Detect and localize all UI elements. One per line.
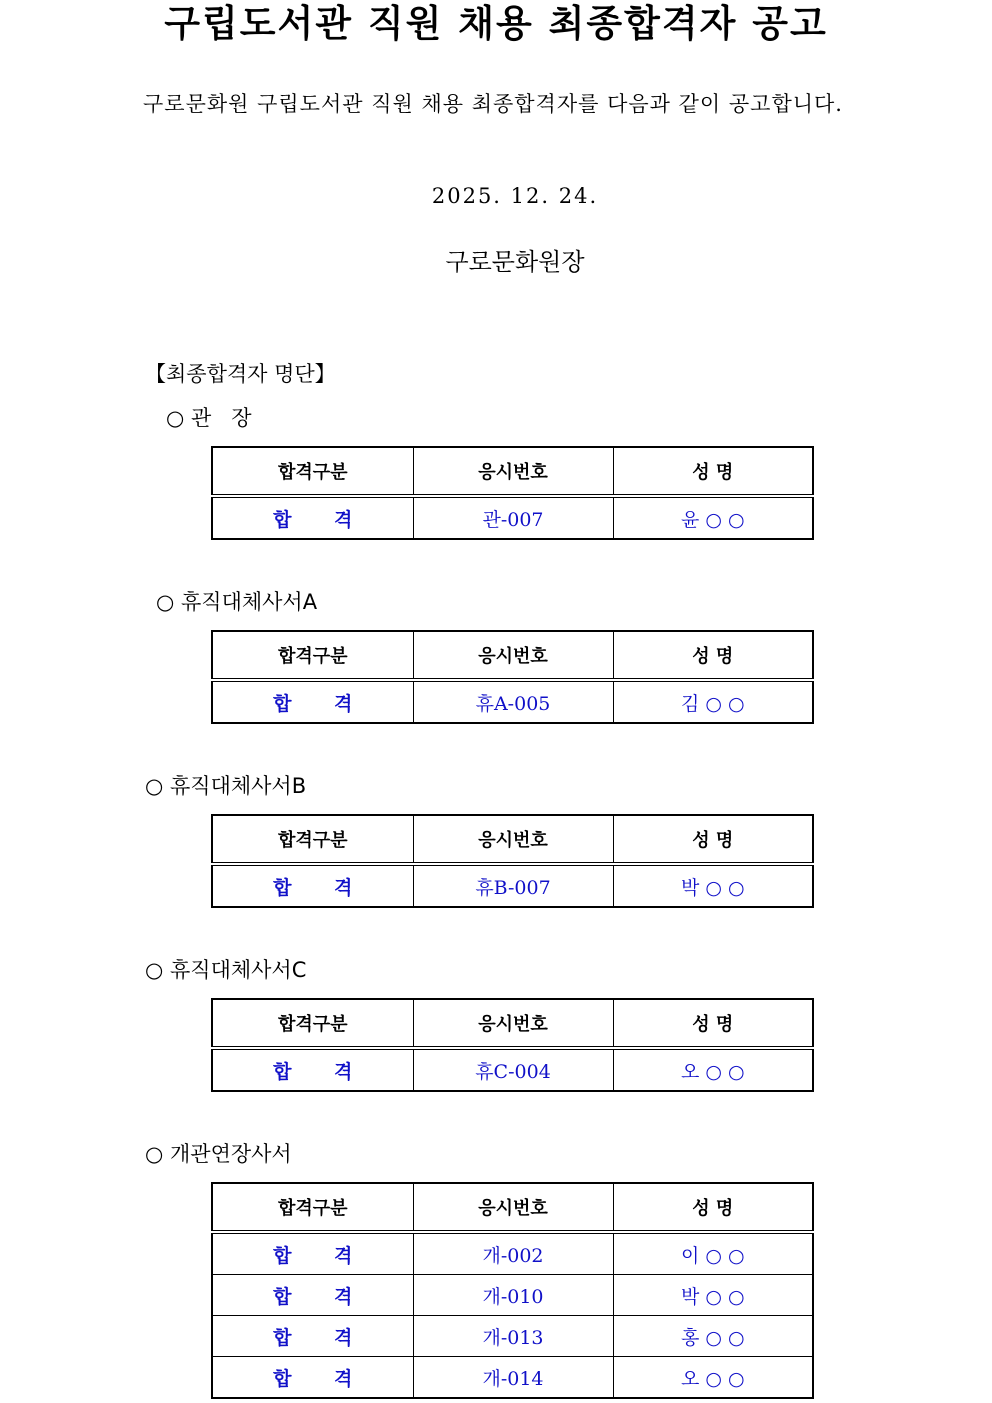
section-label-extended-hours: ○ 개관연장사서 [145, 1142, 292, 1166]
cell-exam-no: 개-002 [413, 1232, 613, 1275]
cell-name: 윤 ○ ○ [613, 496, 813, 539]
table-row [212, 1357, 813, 1399]
header-name: 성 명 [613, 631, 813, 680]
header-exam-no: 응시번호 [413, 447, 613, 496]
table-row [212, 1232, 813, 1275]
cell-exam-no: 개-014 [413, 1357, 613, 1399]
result-table-director [211, 446, 814, 540]
cell-category: 합 격 [212, 1316, 413, 1357]
header-exam-no: 응시번호 [413, 1183, 613, 1232]
table-row [212, 680, 813, 723]
table-row [212, 864, 813, 907]
cell-name: 김 ○ ○ [613, 680, 813, 723]
cell-category: 합 격 [212, 1357, 413, 1399]
cell-category: 합 격 [212, 864, 413, 907]
section-label-director: ○ 관 장 [166, 406, 252, 430]
header-name: 성 명 [613, 1183, 813, 1232]
cell-category: 합 격 [212, 680, 413, 723]
table-row [212, 496, 813, 539]
cell-exam-no: 개-010 [413, 1275, 613, 1316]
result-table-librarian-b [211, 814, 814, 908]
cell-exam-no: 휴A-005 [413, 680, 613, 723]
section-label-librarian-b: ○ 휴직대체사서B [145, 774, 307, 798]
cell-exam-no: 휴C-004 [413, 1048, 613, 1091]
intro-text: 구로문화원 구립도서관 직원 채용 최종합격자를 다음과 같이 공고합니다. [143, 92, 843, 116]
header-name: 성 명 [613, 999, 813, 1048]
cell-category: 합 격 [212, 496, 413, 539]
cell-name: 박 ○ ○ [613, 1275, 813, 1316]
issuer-name: 구로문화원장 [445, 248, 585, 276]
table-row [212, 1275, 813, 1316]
page-title: 구립도서관 직원 채용 최종합격자 공고 [164, 1, 828, 45]
cell-category: 합 격 [212, 1232, 413, 1275]
cell-name: 홍 ○ ○ [613, 1316, 813, 1357]
header-category: 합격구분 [212, 1183, 413, 1232]
header-exam-no: 응시번호 [413, 999, 613, 1048]
list-heading: 【최종합격자 명단】 [145, 362, 336, 386]
section-label-librarian-c: ○ 휴직대체사서C [145, 958, 307, 982]
header-exam-no: 응시번호 [413, 815, 613, 864]
result-table-extended-hours [211, 1182, 814, 1399]
cell-name: 박 ○ ○ [613, 864, 813, 907]
section-label-librarian-a: ○ 휴직대체사서A [156, 590, 318, 614]
cell-category: 합 격 [212, 1048, 413, 1091]
notice-date: 2025. 12. 24. [431, 184, 599, 208]
cell-exam-no: 휴B-007 [413, 864, 613, 907]
table-row [212, 1316, 813, 1357]
header-category: 합격구분 [212, 447, 413, 496]
header-exam-no: 응시번호 [413, 631, 613, 680]
cell-exam-no: 개-013 [413, 1316, 613, 1357]
header-name: 성 명 [613, 815, 813, 864]
result-table-librarian-a [211, 630, 814, 724]
cell-name: 이 ○ ○ [613, 1232, 813, 1275]
header-category: 합격구분 [212, 815, 413, 864]
cell-category: 합 격 [212, 1275, 413, 1316]
cell-name: 오 ○ ○ [613, 1048, 813, 1091]
result-table-librarian-c [211, 998, 814, 1092]
header-name: 성 명 [613, 447, 813, 496]
header-category: 합격구분 [212, 999, 413, 1048]
header-category: 합격구분 [212, 631, 413, 680]
cell-exam-no: 관-007 [413, 496, 613, 539]
cell-name: 오 ○ ○ [613, 1357, 813, 1399]
table-row [212, 1048, 813, 1091]
